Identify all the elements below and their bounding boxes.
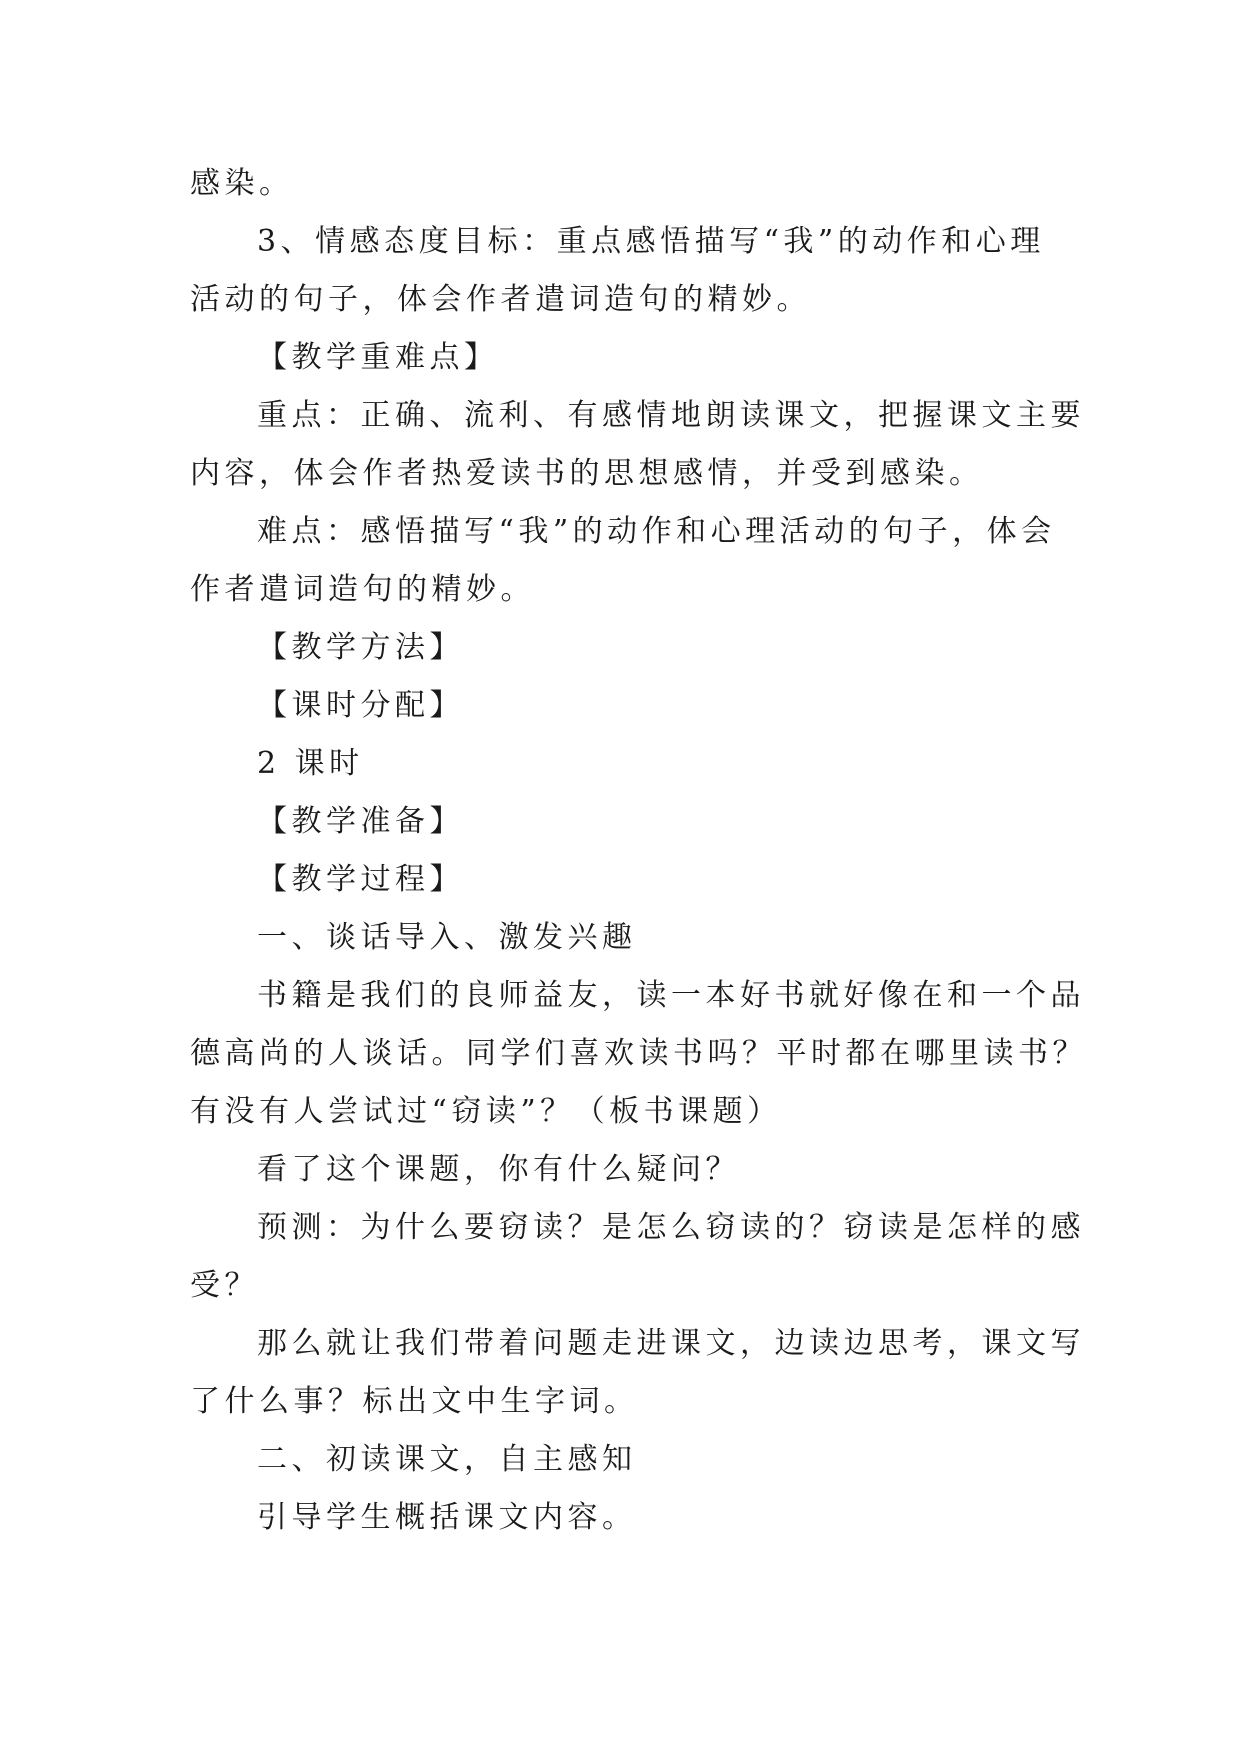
text-line: 书籍是我们的良师益友，读一本好书就好像在和一个品 [257, 978, 1085, 1013]
text-line: 作者遣词造句的精妙。 [190, 572, 535, 607]
section-heading: 【课时分配】 [257, 688, 464, 723]
section-heading: 【教学方法】 [257, 630, 464, 665]
text-line: 2 课时 [257, 746, 364, 781]
text-line: 活动的句子，体会作者遣词造句的精妙。 [190, 282, 811, 317]
text-line: 有没有人尝试过“窃读”？（板书课题） [190, 1094, 782, 1129]
text-line: 3、情感态度目标：重点感悟描写“我”的动作和心理 [257, 224, 1045, 259]
text-line: 难点：感悟描写“我”的动作和心理活动的句子，体会 [257, 514, 1056, 549]
text-line: 感染。 [190, 166, 294, 201]
text-line: 受？ [190, 1268, 259, 1303]
text-line: 看了这个课题，你有什么疑问？ [257, 1152, 740, 1187]
text-line: 预测：为什么要窃读？是怎么窃读的？窃读是怎样的感 [257, 1210, 1085, 1245]
subsection-heading: 一、谈话导入、激发兴趣 [257, 920, 637, 955]
text-line: 重点：正确、流利、有感情地朗读课文，把握课文主要 [257, 398, 1085, 433]
text-line: 引导学生概括课文内容。 [257, 1500, 637, 1535]
text-line: 了什么事？标出文中生字词。 [190, 1384, 639, 1419]
section-heading: 【教学重难点】 [257, 340, 499, 375]
section-heading: 【教学准备】 [257, 804, 464, 839]
text-line: 德高尚的人谈话。同学们喜欢读书吗？平时都在哪里读书？ [190, 1036, 1087, 1071]
text-line: 内容，体会作者热爱读书的思想感情，并受到感染。 [190, 456, 984, 491]
subsection-heading: 二、初读课文，自主感知 [257, 1442, 637, 1477]
text-line: 那么就让我们带着问题走进课文，边读边思考，课文写 [257, 1326, 1085, 1361]
section-heading: 【教学过程】 [257, 862, 464, 897]
